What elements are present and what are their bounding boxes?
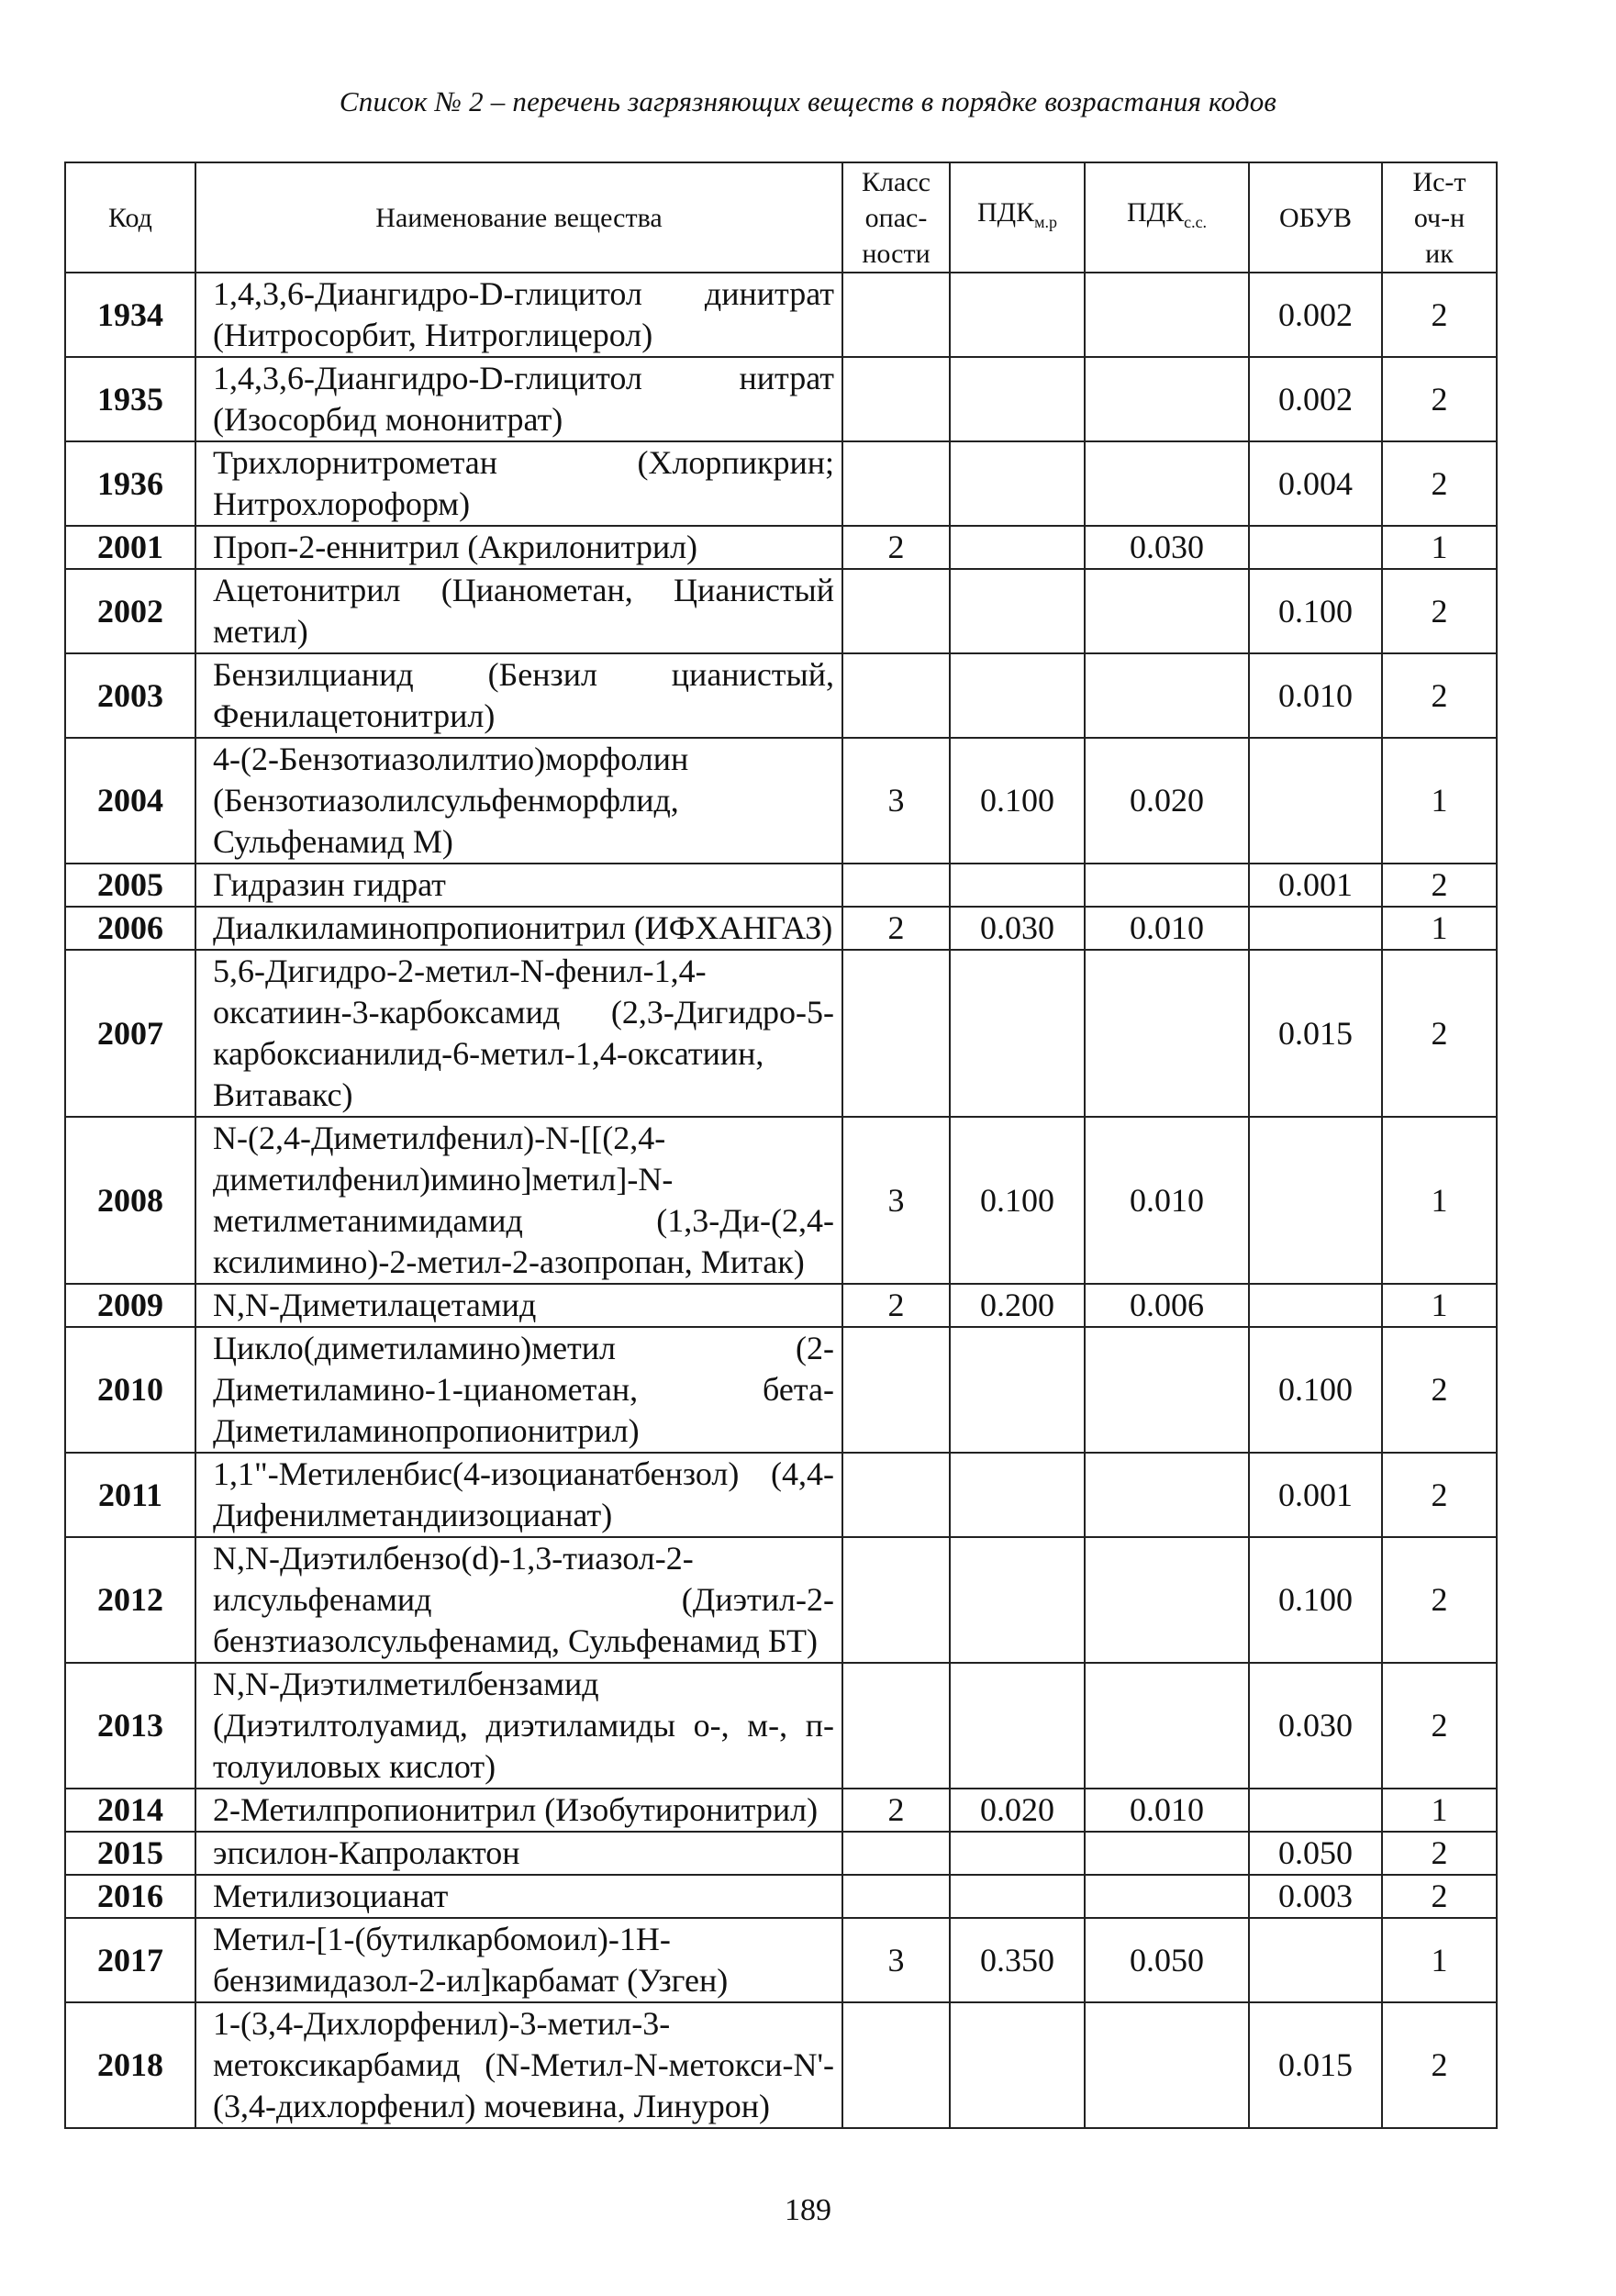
cell-obuv: 0.001 — [1249, 1453, 1382, 1537]
cell-hazard-class — [842, 864, 950, 907]
cell-name: N,N-Диметилацетамид — [195, 1284, 842, 1327]
cell-hazard-class — [842, 441, 950, 526]
cell-code: 2011 — [65, 1453, 195, 1537]
cell-obuv — [1249, 738, 1382, 864]
cell-source: 2 — [1382, 1453, 1497, 1537]
cell-name: эпсилон-Капролактон — [195, 1832, 842, 1875]
cell-pdk-ss — [1085, 357, 1249, 441]
table-row — [65, 1284, 1497, 1327]
cell-pdk-mr: 0.350 — [950, 1918, 1085, 2002]
cell-name: Трихлорнитрометан (Хлорпикрин; Нитрохлороформ) — [195, 441, 842, 526]
cell-source: 2 — [1382, 950, 1497, 1117]
cell-pdk-mr — [950, 1453, 1085, 1537]
cell-pdk-mr: 0.020 — [950, 1789, 1085, 1832]
cell-code: 2013 — [65, 1663, 195, 1789]
cell-source: 2 — [1382, 569, 1497, 653]
cell-source: 2 — [1382, 1832, 1497, 1875]
cell-code: 2006 — [65, 907, 195, 950]
cell-pdk-mr — [950, 950, 1085, 1117]
table-row — [65, 1918, 1497, 2002]
header-pdk-ss-sub: с.с. — [1184, 213, 1208, 231]
cell-obuv — [1249, 1918, 1382, 2002]
cell-obuv — [1249, 1789, 1382, 1832]
cell-hazard-class: 3 — [842, 1918, 950, 2002]
cell-obuv: 0.010 — [1249, 653, 1382, 738]
header-hazard-class-label: Класс опас-ности — [862, 166, 931, 269]
cell-pdk-ss — [1085, 653, 1249, 738]
cell-name: Диалкиламинопропионитрил (ИФХАНГАЗ) — [195, 907, 842, 950]
cell-hazard-class: 2 — [842, 1284, 950, 1327]
table-row — [65, 738, 1497, 864]
cell-name: Метилизоцианат — [195, 1875, 842, 1918]
table-row — [65, 907, 1497, 950]
cell-source: 1 — [1382, 526, 1497, 569]
cell-pdk-ss: 0.050 — [1085, 1918, 1249, 2002]
cell-pdk-mr — [950, 526, 1085, 569]
cell-source: 2 — [1382, 2002, 1497, 2128]
cell-pdk-ss: 0.010 — [1085, 1117, 1249, 1284]
table-row — [65, 273, 1497, 357]
table-row — [65, 569, 1497, 653]
cell-obuv: 0.002 — [1249, 273, 1382, 357]
cell-name: N,N-Диэтилбензо(d)-1,3-тиазол-2-илсульфенамид (Диэтил-2-бензтиазолсульфенамид, Сульфенамид БТ) — [195, 1537, 842, 1663]
table-row — [65, 1453, 1497, 1537]
cell-name: 1,4,3,6-Диангидро-D-глицитол нитрат (Изосорбид мононитрат) — [195, 357, 842, 441]
table-header-row — [65, 162, 1497, 273]
cell-obuv: 0.100 — [1249, 569, 1382, 653]
cell-hazard-class — [842, 653, 950, 738]
cell-code: 2002 — [65, 569, 195, 653]
table-row — [65, 441, 1497, 526]
table-row — [65, 2002, 1497, 2128]
cell-code: 2015 — [65, 1832, 195, 1875]
table-row — [65, 950, 1497, 1117]
cell-hazard-class: 2 — [842, 1789, 950, 1832]
cell-source: 2 — [1382, 441, 1497, 526]
cell-name: 1,1"-Метиленбис(4-изоцианатбензол) (4,4-Дифенилметандиизоцианат) — [195, 1453, 842, 1537]
cell-code: 2009 — [65, 1284, 195, 1327]
table-row — [65, 1117, 1497, 1284]
cell-hazard-class — [842, 569, 950, 653]
cell-source: 2 — [1382, 357, 1497, 441]
cell-pdk-ss — [1085, 569, 1249, 653]
cell-pdk-ss — [1085, 950, 1249, 1117]
cell-hazard-class — [842, 1875, 950, 1918]
cell-obuv: 0.030 — [1249, 1663, 1382, 1789]
cell-name: N-(2,4-Диметилфенил)-N-[[(2,4-диметилфенил)имино]метил]-N-метилметанимидамид (1,3-Ди-(2,4-ксилимино)-2-метил-2-азопропан, Митак) — [195, 1117, 842, 1284]
cell-hazard-class — [842, 1537, 950, 1663]
cell-name: Проп-2-еннитрил (Акрилонитрил) — [195, 526, 842, 569]
table-row — [65, 653, 1497, 738]
cell-code: 1936 — [65, 441, 195, 526]
cell-obuv: 0.001 — [1249, 864, 1382, 907]
cell-hazard-class — [842, 1327, 950, 1453]
cell-pdk-mr — [950, 2002, 1085, 2128]
cell-pdk-mr — [950, 273, 1085, 357]
cell-source: 1 — [1382, 1789, 1497, 1832]
header-source-label: Ис-точ-ник — [1412, 166, 1466, 269]
header-pdk-mr — [950, 162, 1085, 273]
table-row — [65, 864, 1497, 907]
cell-code: 2004 — [65, 738, 195, 864]
cell-name: Бензилцианид (Бензил цианистый, Фенилацетонитрил) — [195, 653, 842, 738]
cell-pdk-mr — [950, 569, 1085, 653]
cell-pdk-ss — [1085, 1832, 1249, 1875]
page-number: 189 — [785, 2193, 831, 2227]
cell-obuv: 0.002 — [1249, 357, 1382, 441]
cell-name: Гидразин гидрат — [195, 864, 842, 907]
header-obuv: ОБУВ — [1249, 162, 1382, 273]
table-row — [65, 526, 1497, 569]
cell-code: 2014 — [65, 1789, 195, 1832]
cell-source: 2 — [1382, 1537, 1497, 1663]
cell-hazard-class — [842, 2002, 950, 2128]
cell-code: 2005 — [65, 864, 195, 907]
header-name: Наименование вещества — [195, 162, 842, 273]
cell-pdk-mr — [950, 864, 1085, 907]
table-row — [65, 1789, 1497, 1832]
header-source — [1382, 162, 1497, 273]
cell-pdk-mr — [950, 1875, 1085, 1918]
cell-obuv: 0.100 — [1249, 1327, 1382, 1453]
cell-hazard-class: 2 — [842, 907, 950, 950]
cell-obuv: 0.015 — [1249, 2002, 1382, 2128]
cell-source: 1 — [1382, 1284, 1497, 1327]
cell-obuv — [1249, 1284, 1382, 1327]
cell-pdk-ss — [1085, 1453, 1249, 1537]
cell-code: 2001 — [65, 526, 195, 569]
header-pdk-ss — [1085, 162, 1249, 273]
header-pdk-ss-label: ПДК — [1126, 197, 1185, 228]
cell-name: 2-Метилпропионитрил (Изобутиронитрил) — [195, 1789, 842, 1832]
cell-source: 1 — [1382, 738, 1497, 864]
cell-pdk-ss — [1085, 2002, 1249, 2128]
cell-pdk-ss — [1085, 1875, 1249, 1918]
cell-code: 1935 — [65, 357, 195, 441]
cell-name: 5,6-Дигидро-2-метил-N-фенил-1,4-оксатиин-3-карбоксамид (2,3-Дигидро-5-карбоксианилид-6-метил-1,4-оксатиин, Витавакс) — [195, 950, 842, 1117]
cell-name: Метил-[1-(бутилкарбомоил)-1Н-бензимидазол-2-ил]карбамат (Узген) — [195, 1918, 842, 2002]
table-row — [65, 1832, 1497, 1875]
cell-hazard-class — [842, 1453, 950, 1537]
cell-code: 2010 — [65, 1327, 195, 1453]
cell-source: 1 — [1382, 1918, 1497, 2002]
cell-pdk-mr — [950, 357, 1085, 441]
cell-hazard-class — [842, 357, 950, 441]
cell-pdk-ss: 0.006 — [1085, 1284, 1249, 1327]
cell-code: 2008 — [65, 1117, 195, 1284]
cell-obuv: 0.050 — [1249, 1832, 1382, 1875]
cell-pdk-mr: 0.200 — [950, 1284, 1085, 1327]
cell-pdk-ss: 0.020 — [1085, 738, 1249, 864]
cell-pdk-mr — [950, 1537, 1085, 1663]
cell-obuv: 0.004 — [1249, 441, 1382, 526]
cell-code: 2018 — [65, 2002, 195, 2128]
cell-code: 1934 — [65, 273, 195, 357]
header-pdk-mr-label: ПДК — [976, 197, 1035, 228]
cell-source: 2 — [1382, 653, 1497, 738]
cell-pdk-ss — [1085, 1537, 1249, 1663]
cell-name: Цикло(диметиламино)метил (2-Диметиламино-1-цианометан, бета-Диметиламинопропионитрил) — [195, 1327, 842, 1453]
table-row — [65, 357, 1497, 441]
cell-obuv: 0.015 — [1249, 950, 1382, 1117]
cell-code: 2003 — [65, 653, 195, 738]
cell-name: 4-(2-Бензотиазолилтио)морфолин (Бензотиазолилсульфенморфлид, Сульфенамид М) — [195, 738, 842, 864]
cell-pdk-mr: 0.030 — [950, 907, 1085, 950]
cell-pdk-ss — [1085, 273, 1249, 357]
cell-name: 1,4,3,6-Диангидро-D-глицитол динитрат (Нитросорбит, Нитроглицерол) — [195, 273, 842, 357]
table-row — [65, 1663, 1497, 1789]
cell-source: 1 — [1382, 907, 1497, 950]
cell-source: 2 — [1382, 864, 1497, 907]
cell-pdk-mr: 0.100 — [950, 738, 1085, 864]
cell-source: 2 — [1382, 1327, 1497, 1453]
table-row — [65, 1327, 1497, 1453]
cell-pdk-ss — [1085, 1327, 1249, 1453]
cell-code: 2012 — [65, 1537, 195, 1663]
cell-pdk-mr — [950, 1327, 1085, 1453]
cell-source: 2 — [1382, 1875, 1497, 1918]
cell-obuv — [1249, 1117, 1382, 1284]
cell-name: Ацетонитрил (Цианометан, Цианистый метил) — [195, 569, 842, 653]
cell-name: N,N-Диэтилметилбензамид (Диэтилтолуамид, диэтиламиды о-, м-, п-толуиловых кислот) — [195, 1663, 842, 1789]
cell-code: 2007 — [65, 950, 195, 1117]
cell-pdk-ss — [1085, 441, 1249, 526]
cell-obuv — [1249, 907, 1382, 950]
substances-table — [64, 162, 1498, 2129]
cell-hazard-class: 3 — [842, 1117, 950, 1284]
cell-pdk-mr — [950, 1832, 1085, 1875]
cell-hazard-class: 2 — [842, 526, 950, 569]
header-code: Код — [65, 162, 195, 273]
header-pdk-mr-sub: м.р — [1034, 213, 1058, 231]
table-body — [65, 273, 1497, 2128]
cell-pdk-ss — [1085, 1663, 1249, 1789]
cell-name: 1-(3,4-Дихлорфенил)-3-метил-3-метоксикарбамид (N-Метил-N-метокси-N'-(3,4-дихлорфенил) мочевина, Линурон) — [195, 2002, 842, 2128]
table-row — [65, 1875, 1497, 1918]
cell-pdk-mr — [950, 653, 1085, 738]
cell-pdk-mr — [950, 441, 1085, 526]
cell-source: 2 — [1382, 1663, 1497, 1789]
cell-hazard-class — [842, 273, 950, 357]
cell-pdk-mr: 0.100 — [950, 1117, 1085, 1284]
cell-pdk-mr — [950, 1663, 1085, 1789]
page-title: Список № 2 – перечень загрязняющих веществ в порядке возрастания кодов — [339, 85, 1277, 117]
cell-hazard-class — [842, 1663, 950, 1789]
cell-pdk-ss: 0.010 — [1085, 1789, 1249, 1832]
cell-pdk-ss — [1085, 864, 1249, 907]
cell-code: 2016 — [65, 1875, 195, 1918]
header-hazard-class — [842, 162, 950, 273]
cell-code: 2017 — [65, 1918, 195, 2002]
cell-hazard-class: 3 — [842, 738, 950, 864]
cell-source: 1 — [1382, 1117, 1497, 1284]
cell-hazard-class — [842, 1832, 950, 1875]
cell-obuv: 0.003 — [1249, 1875, 1382, 1918]
cell-pdk-ss: 0.010 — [1085, 907, 1249, 950]
cell-hazard-class — [842, 950, 950, 1117]
cell-obuv — [1249, 526, 1382, 569]
cell-source: 2 — [1382, 273, 1497, 357]
cell-pdk-ss: 0.030 — [1085, 526, 1249, 569]
table-row — [65, 1537, 1497, 1663]
cell-obuv: 0.100 — [1249, 1537, 1382, 1663]
